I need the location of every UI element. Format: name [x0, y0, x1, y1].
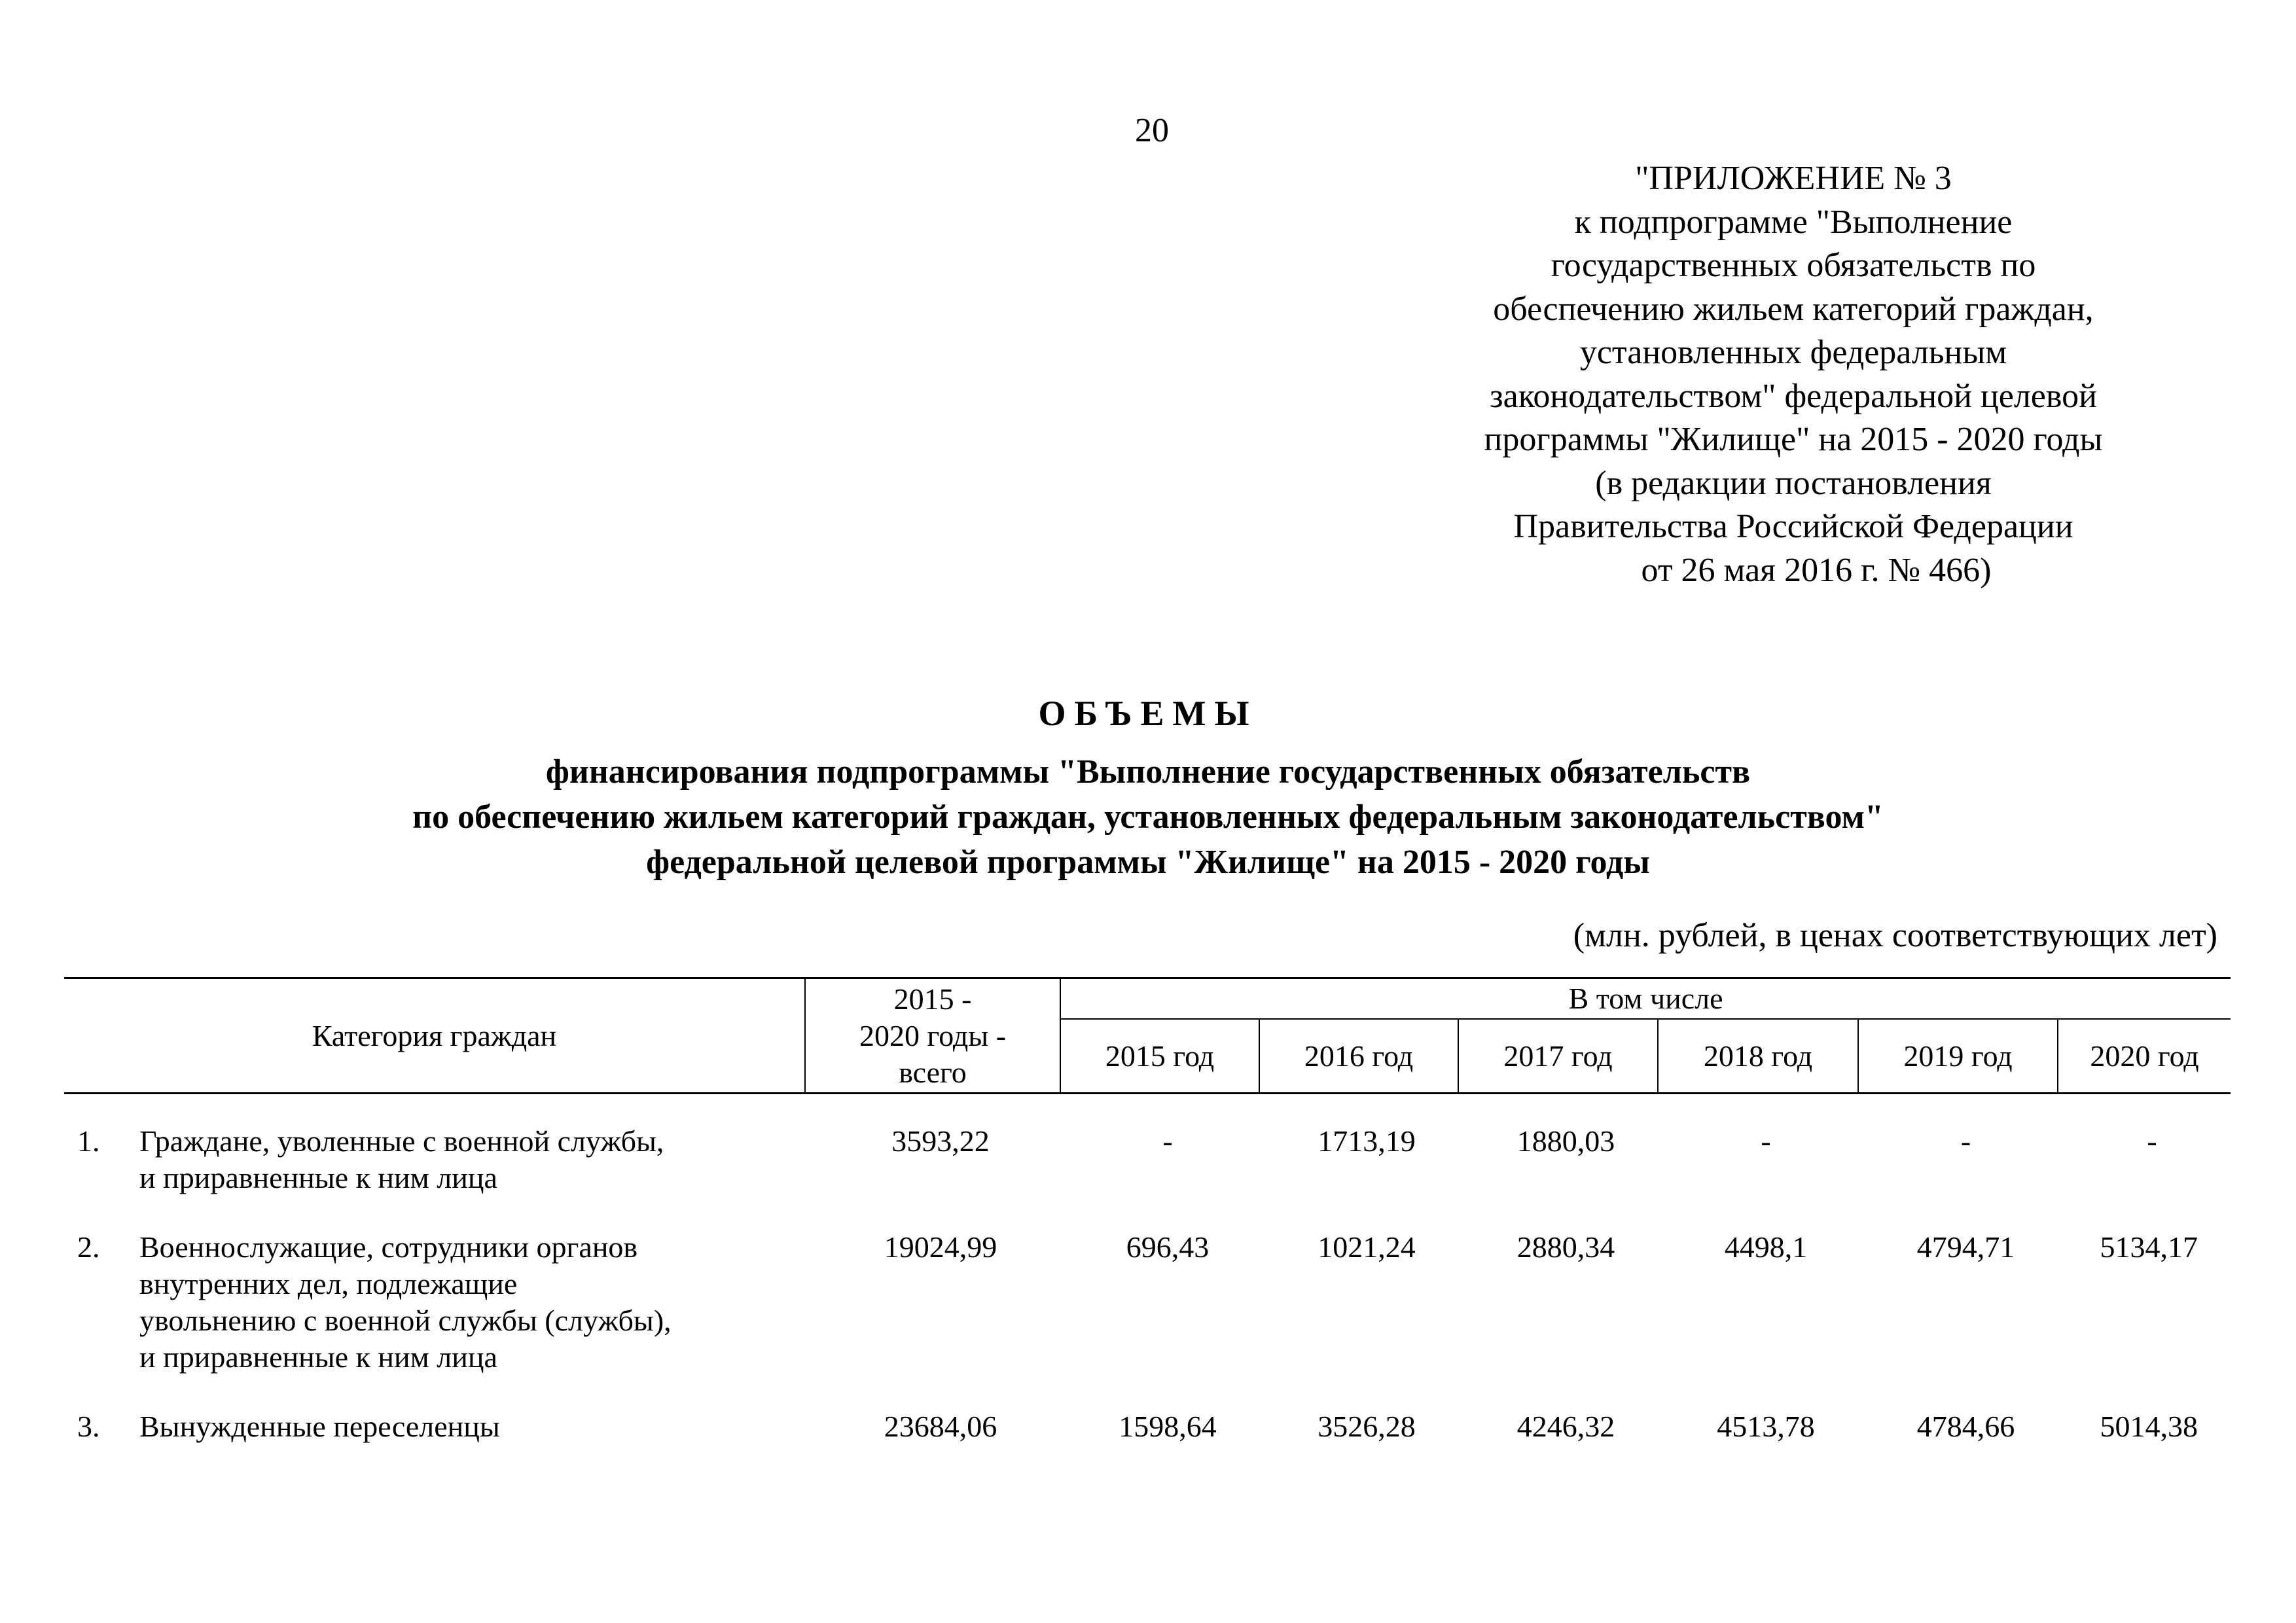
appendix-line: установленных федеральным [1579, 334, 2007, 371]
appendix-line: "ПРИЛОЖЕНИЕ № 3 [1635, 160, 1952, 197]
year-value: 5014,38 [2100, 1410, 2198, 1443]
year-value [1060, 1229, 1259, 1408]
total-value [805, 1229, 1060, 1408]
subtitle-line: по обеспечению жильем категорий граждан, установленных федеральным законодательством" [412, 798, 1884, 836]
category-line: и приравненные к ним лица [139, 1340, 497, 1374]
category-cell [64, 1408, 805, 1478]
category-cell [64, 1123, 805, 1229]
header-year: 2019 год [1858, 1019, 2058, 1094]
header-total [805, 978, 1060, 1094]
table-row [64, 1408, 2231, 1478]
value-text: 4794,71 [1916, 1230, 2015, 1264]
value-text: 696,43 [1126, 1230, 1210, 1264]
row-number: 3. [77, 1410, 100, 1443]
header-year: 2015 год [1060, 1019, 1259, 1094]
value-text: 1880,03 [1516, 1124, 1615, 1158]
year-value [1858, 1123, 2058, 1229]
appendix-line: законодательством" федеральной целевой [1490, 377, 2097, 415]
header-year: 2016 год [1259, 1019, 1458, 1094]
document-subtitle [0, 749, 2296, 885]
header-total-line: 2015 - [893, 982, 972, 1016]
document-title: ОБЪЕМЫ [1038, 694, 1258, 733]
row-number: 1. [77, 1124, 100, 1158]
value-text: 1713,19 [1318, 1124, 1416, 1158]
category-line: внутренних дел, подлежащие [139, 1267, 518, 1300]
header-total-line: 2020 годы - [859, 1018, 1007, 1052]
value-text: 1598,64 [1119, 1410, 1217, 1443]
subtitle-line: федеральной целевой программы "Жилище" на 2015 - 2020 годы [646, 844, 1650, 881]
header-category: Категория граждан [64, 978, 805, 1094]
subtitle-line: финансирования подпрограммы "Выполнение государственных обязательств [545, 753, 1751, 791]
value-text: 19024,99 [884, 1230, 997, 1264]
appendix-line: (в редакции постановления [1595, 464, 1992, 502]
header-year: 2018 год [1658, 1019, 1858, 1094]
year-value [1658, 1408, 1858, 1478]
value-text: - [2147, 1124, 2157, 1158]
year-value [2058, 1123, 2231, 1229]
header-year: 2020 год [2058, 1019, 2231, 1094]
value-text: 4246,32 [1516, 1410, 1615, 1443]
year-value [1259, 1229, 1458, 1408]
value-text: 1021,24 [1318, 1230, 1416, 1264]
appendix-line: обеспечению жильем категорий граждан, [1493, 290, 2094, 328]
header-including: В том числе [1060, 978, 2231, 1020]
value-text: 3593,22 [891, 1124, 990, 1158]
value-text: 4513,78 [1717, 1410, 1815, 1443]
header-total-line: всего [899, 1055, 967, 1089]
value-text: 4784,66 [1916, 1410, 2015, 1443]
category-line: Военнослужащие, сотрудники органов [139, 1230, 638, 1264]
value-text: 4498,1 [1724, 1230, 1808, 1264]
category-line: и приравненные к ним лица [139, 1161, 497, 1194]
value-text: 23684,06 [884, 1410, 997, 1443]
table-row [64, 1123, 2231, 1229]
row-number: 2. [77, 1230, 100, 1264]
financing-table [64, 977, 2231, 1478]
year-value [1060, 1408, 1259, 1478]
appendix-line: Правительства Российской Федерации [1513, 508, 2073, 545]
year-value [1458, 1123, 1658, 1229]
value-text: - [1162, 1124, 1173, 1158]
year-value [1858, 1229, 2058, 1408]
appendix-note [1440, 157, 2147, 592]
header-year: 2017 год [1458, 1019, 1658, 1094]
year-value [1858, 1408, 2058, 1478]
year-value [1458, 1408, 1658, 1478]
year-value [1259, 1123, 1458, 1229]
value-text: 3526,28 [1318, 1410, 1416, 1443]
table-row [64, 1229, 2231, 1408]
total-value [805, 1123, 1060, 1229]
year-value [1458, 1229, 1658, 1408]
year-value [1060, 1123, 1259, 1229]
page-number: 20 [1135, 112, 1169, 149]
appendix-line: от 26 мая 2016 г. № 466) [1641, 551, 1992, 589]
category-line: увольнению с военной службы (службы), [139, 1304, 672, 1337]
appendix-line: государственных обязательств по [1551, 247, 2036, 284]
value-text: - [1761, 1124, 1771, 1158]
year-value [1658, 1123, 1858, 1229]
category-line: Граждане, уволенные с военной службы, [139, 1124, 664, 1158]
year-value: 5134,17 [2100, 1230, 2198, 1264]
year-value [1658, 1229, 1858, 1408]
value-text: - [1960, 1124, 1971, 1158]
category-line: Вынужденные переселенцы [139, 1410, 500, 1443]
appendix-line: к подпрограмме "Выполнение [1574, 203, 2013, 241]
year-value [1259, 1408, 1458, 1478]
value-text: 2880,34 [1516, 1230, 1615, 1264]
category-cell [64, 1229, 805, 1408]
units-note: (млн. рублей, в ценах соответствующих лет) [1573, 917, 2217, 954]
appendix-line: программы "Жилище" на 2015 - 2020 годы [1484, 421, 2103, 458]
total-value [805, 1408, 1060, 1478]
